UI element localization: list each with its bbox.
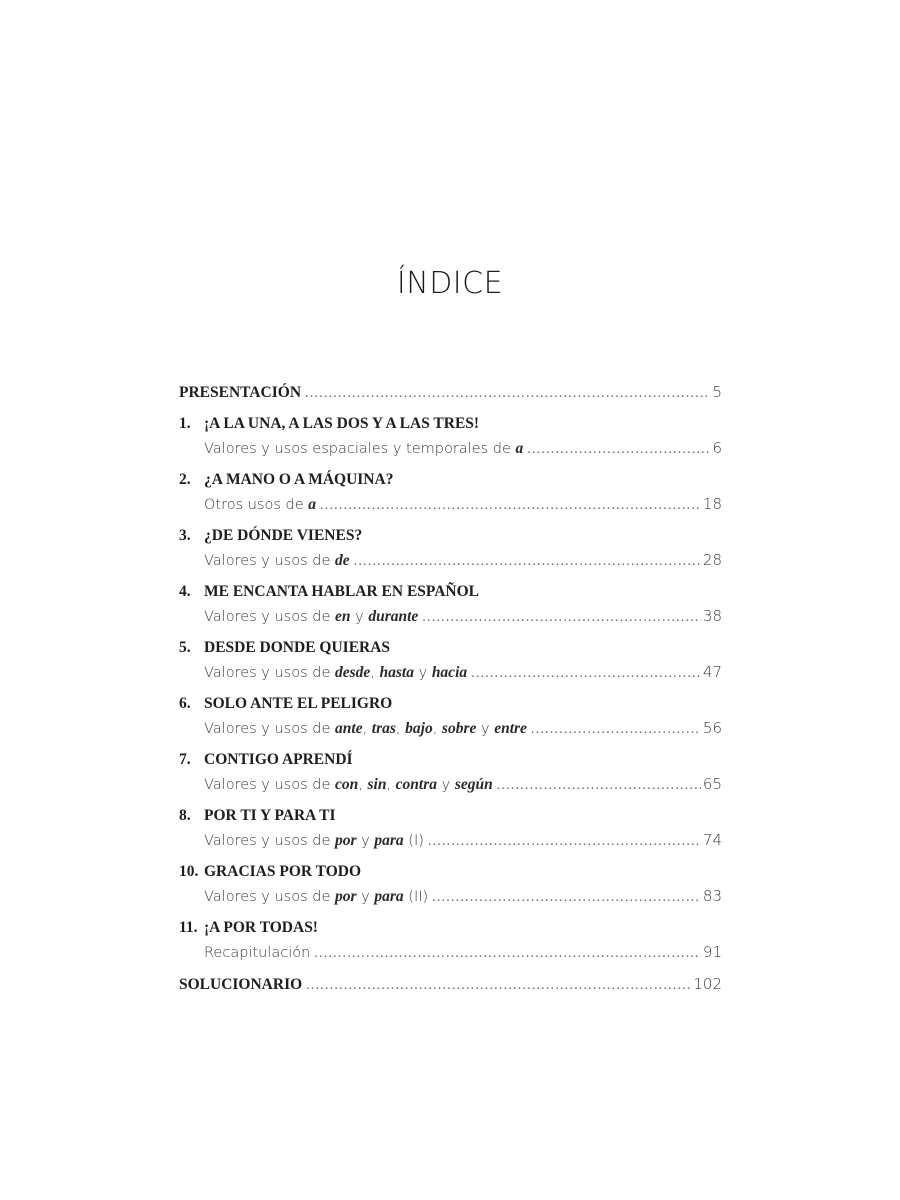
chapter-subtitle-row (179, 660, 722, 684)
preposition-term: durante (368, 608, 419, 625)
subtitle-text: Valores y usos de (204, 777, 336, 793)
preposition-term: a (308, 496, 317, 513)
chapter-heading (179, 636, 722, 660)
chapter-heading (179, 692, 722, 716)
chapter-subtitle-row (179, 884, 722, 908)
chapter-subtitle (204, 493, 316, 517)
chapter-subtitle (204, 773, 493, 797)
subtitle-text: , (395, 721, 406, 737)
dot-leader (428, 830, 701, 854)
chapter-heading (179, 412, 722, 436)
subtitle-text: Valores y usos de (204, 721, 336, 737)
chapter-number: 5. (179, 639, 191, 656)
toc-page-number: 102 (693, 975, 722, 993)
subtitle-text: , (386, 777, 396, 793)
chapter-title: DESDE DONDE QUIERAS (204, 639, 391, 656)
dot-leader (432, 886, 701, 910)
subtitle-text: Valores y usos de (204, 553, 336, 569)
chapter-subtitle (204, 941, 310, 965)
preposition-term: sobre (441, 720, 477, 737)
preposition-term: por (335, 832, 357, 849)
preposition-term: hacia (431, 664, 468, 681)
chapter-subtitle (204, 437, 523, 461)
toc-page-number: 18 (702, 495, 722, 513)
chapter-subtitle (204, 661, 467, 685)
subtitle-text: Valores y usos de (204, 833, 336, 849)
chapter-title: ¿A MANO O A MÁQUINA? (204, 471, 394, 488)
toc-chapter-5[interactable] (179, 636, 722, 684)
table-of-contents (179, 380, 722, 996)
toc-chapter-6[interactable] (179, 692, 722, 740)
dot-leader (305, 382, 710, 406)
dot-leader (422, 606, 701, 630)
chapter-number: 8. (179, 807, 191, 824)
toc-entry-presentacion[interactable] (179, 380, 722, 404)
toc-page-number: 28 (702, 551, 722, 569)
chapter-subtitle-row (179, 828, 722, 852)
page-title: ÍNDICE (396, 266, 504, 301)
subtitle-text: (II) (403, 889, 429, 905)
chapter-title: ME ENCANTA HABLAR EN ESPAÑOL (204, 583, 480, 600)
toc-chapter-4[interactable] (179, 580, 722, 628)
chapter-number: 7. (179, 751, 191, 768)
preposition-term: de (335, 552, 350, 569)
dot-leader (314, 942, 701, 966)
dot-leader (527, 438, 710, 462)
chapter-title: SOLO ANTE EL PELIGRO (204, 695, 393, 712)
chapter-heading (179, 916, 722, 940)
toc-chapter-1[interactable] (179, 412, 722, 460)
chapter-subtitle-row (179, 548, 722, 572)
toc-chapter-7[interactable] (179, 748, 722, 796)
dot-leader (471, 662, 701, 686)
chapter-title: POR TI Y PARA TI (204, 807, 336, 824)
preposition-term: según (454, 776, 493, 793)
subtitle-text: Recapitulación (204, 945, 311, 961)
chapter-subtitle-row (179, 604, 722, 628)
chapter-heading (179, 804, 722, 828)
chapter-number: 3. (179, 527, 191, 544)
dot-leader (320, 494, 701, 518)
chapter-heading (179, 860, 722, 884)
chapter-subtitle (204, 829, 424, 853)
preposition-term: en (335, 608, 351, 625)
toc-chapter-3[interactable] (179, 524, 722, 572)
subtitle-text: y (476, 721, 495, 737)
subtitle-text: Otros usos de (204, 497, 309, 513)
subtitle-text: , (358, 777, 368, 793)
chapter-subtitle-row (179, 716, 722, 740)
preposition-term: hasta (379, 664, 414, 681)
chapter-subtitle (204, 885, 428, 909)
chapter-title: CONTIGO APRENDÍ (204, 751, 353, 768)
subtitle-text: Valores y usos de (204, 665, 336, 681)
subtitle-text: , (432, 721, 442, 737)
chapter-title: ¡A POR TODAS! (204, 919, 318, 936)
preposition-term: para (374, 888, 404, 905)
subtitle-text: y (414, 665, 432, 681)
preposition-term: desde (335, 664, 371, 681)
toc-page-number: 38 (702, 607, 722, 625)
chapter-subtitle (204, 717, 527, 741)
chapter-title: ¿DE DÓNDE VIENES? (204, 527, 363, 544)
chapter-number: 1. (179, 415, 191, 432)
subtitle-text: y (356, 833, 375, 849)
preposition-term: por (335, 888, 357, 905)
dot-leader (354, 550, 701, 574)
subtitle-text: (I) (403, 833, 424, 849)
toc-page-number: 65 (702, 775, 722, 793)
chapter-subtitle-row (179, 772, 722, 796)
subtitle-text: y (350, 609, 369, 625)
toc-page-number: 74 (702, 831, 722, 849)
subtitle-text: Valores y usos de (204, 609, 336, 625)
chapter-number: 11. (179, 919, 198, 936)
chapter-number: 6. (179, 695, 191, 712)
preposition-term: con (335, 776, 359, 793)
toc-entry-label: PRESENTACIÓN (179, 384, 302, 401)
chapter-subtitle-row (179, 492, 722, 516)
toc-page-number: 5 (712, 383, 722, 401)
chapter-subtitle-row (179, 940, 722, 964)
chapter-number: 10. (179, 863, 199, 880)
toc-page-number: 56 (702, 719, 722, 737)
dot-leader (497, 774, 701, 798)
preposition-term: para (374, 832, 404, 849)
chapter-heading (179, 748, 722, 772)
toc-page-number: 83 (702, 887, 722, 905)
toc-entry-solucionario[interactable] (179, 972, 722, 996)
toc-chapter-8[interactable] (179, 804, 722, 852)
chapter-heading (179, 580, 722, 604)
preposition-term: entre (494, 720, 527, 737)
preposition-term: sin (367, 776, 387, 793)
subtitle-text: , (362, 721, 372, 737)
chapter-title: GRACIAS POR TODO (204, 863, 362, 880)
toc-page-number: 47 (702, 663, 722, 681)
toc-page-number: 6 (712, 439, 722, 457)
subtitle-text: y (356, 889, 375, 905)
subtitle-text: Valores y usos espaciales y temporales de (204, 441, 516, 457)
chapter-number: 4. (179, 583, 191, 600)
subtitle-text: , (370, 665, 380, 681)
toc-page-number: 91 (702, 943, 722, 961)
preposition-term: a (515, 440, 524, 457)
chapter-heading (179, 468, 722, 492)
preposition-term: contra (395, 776, 438, 793)
preposition-term: ante (335, 720, 363, 737)
chapter-list (179, 412, 722, 964)
chapter-subtitle (204, 605, 418, 629)
toc-chapter-9[interactable] (179, 860, 722, 908)
subtitle-text: Valores y usos de (204, 889, 336, 905)
toc-chapter-2[interactable] (179, 468, 722, 516)
chapter-title: ¡A LA UNA, A LAS DOS Y A LAS TRES! (204, 415, 480, 432)
chapter-heading (179, 524, 722, 548)
chapter-number: 2. (179, 471, 191, 488)
preposition-term: tras (371, 720, 396, 737)
dot-leader (306, 974, 691, 998)
preposition-term: bajo (405, 720, 433, 737)
toc-chapter-10[interactable] (179, 916, 722, 964)
subtitle-text: y (437, 777, 455, 793)
chapter-subtitle-row (179, 436, 722, 460)
toc-entry-label: SOLUCIONARIO (179, 976, 303, 993)
chapter-subtitle (204, 549, 350, 573)
dot-leader (531, 718, 701, 742)
